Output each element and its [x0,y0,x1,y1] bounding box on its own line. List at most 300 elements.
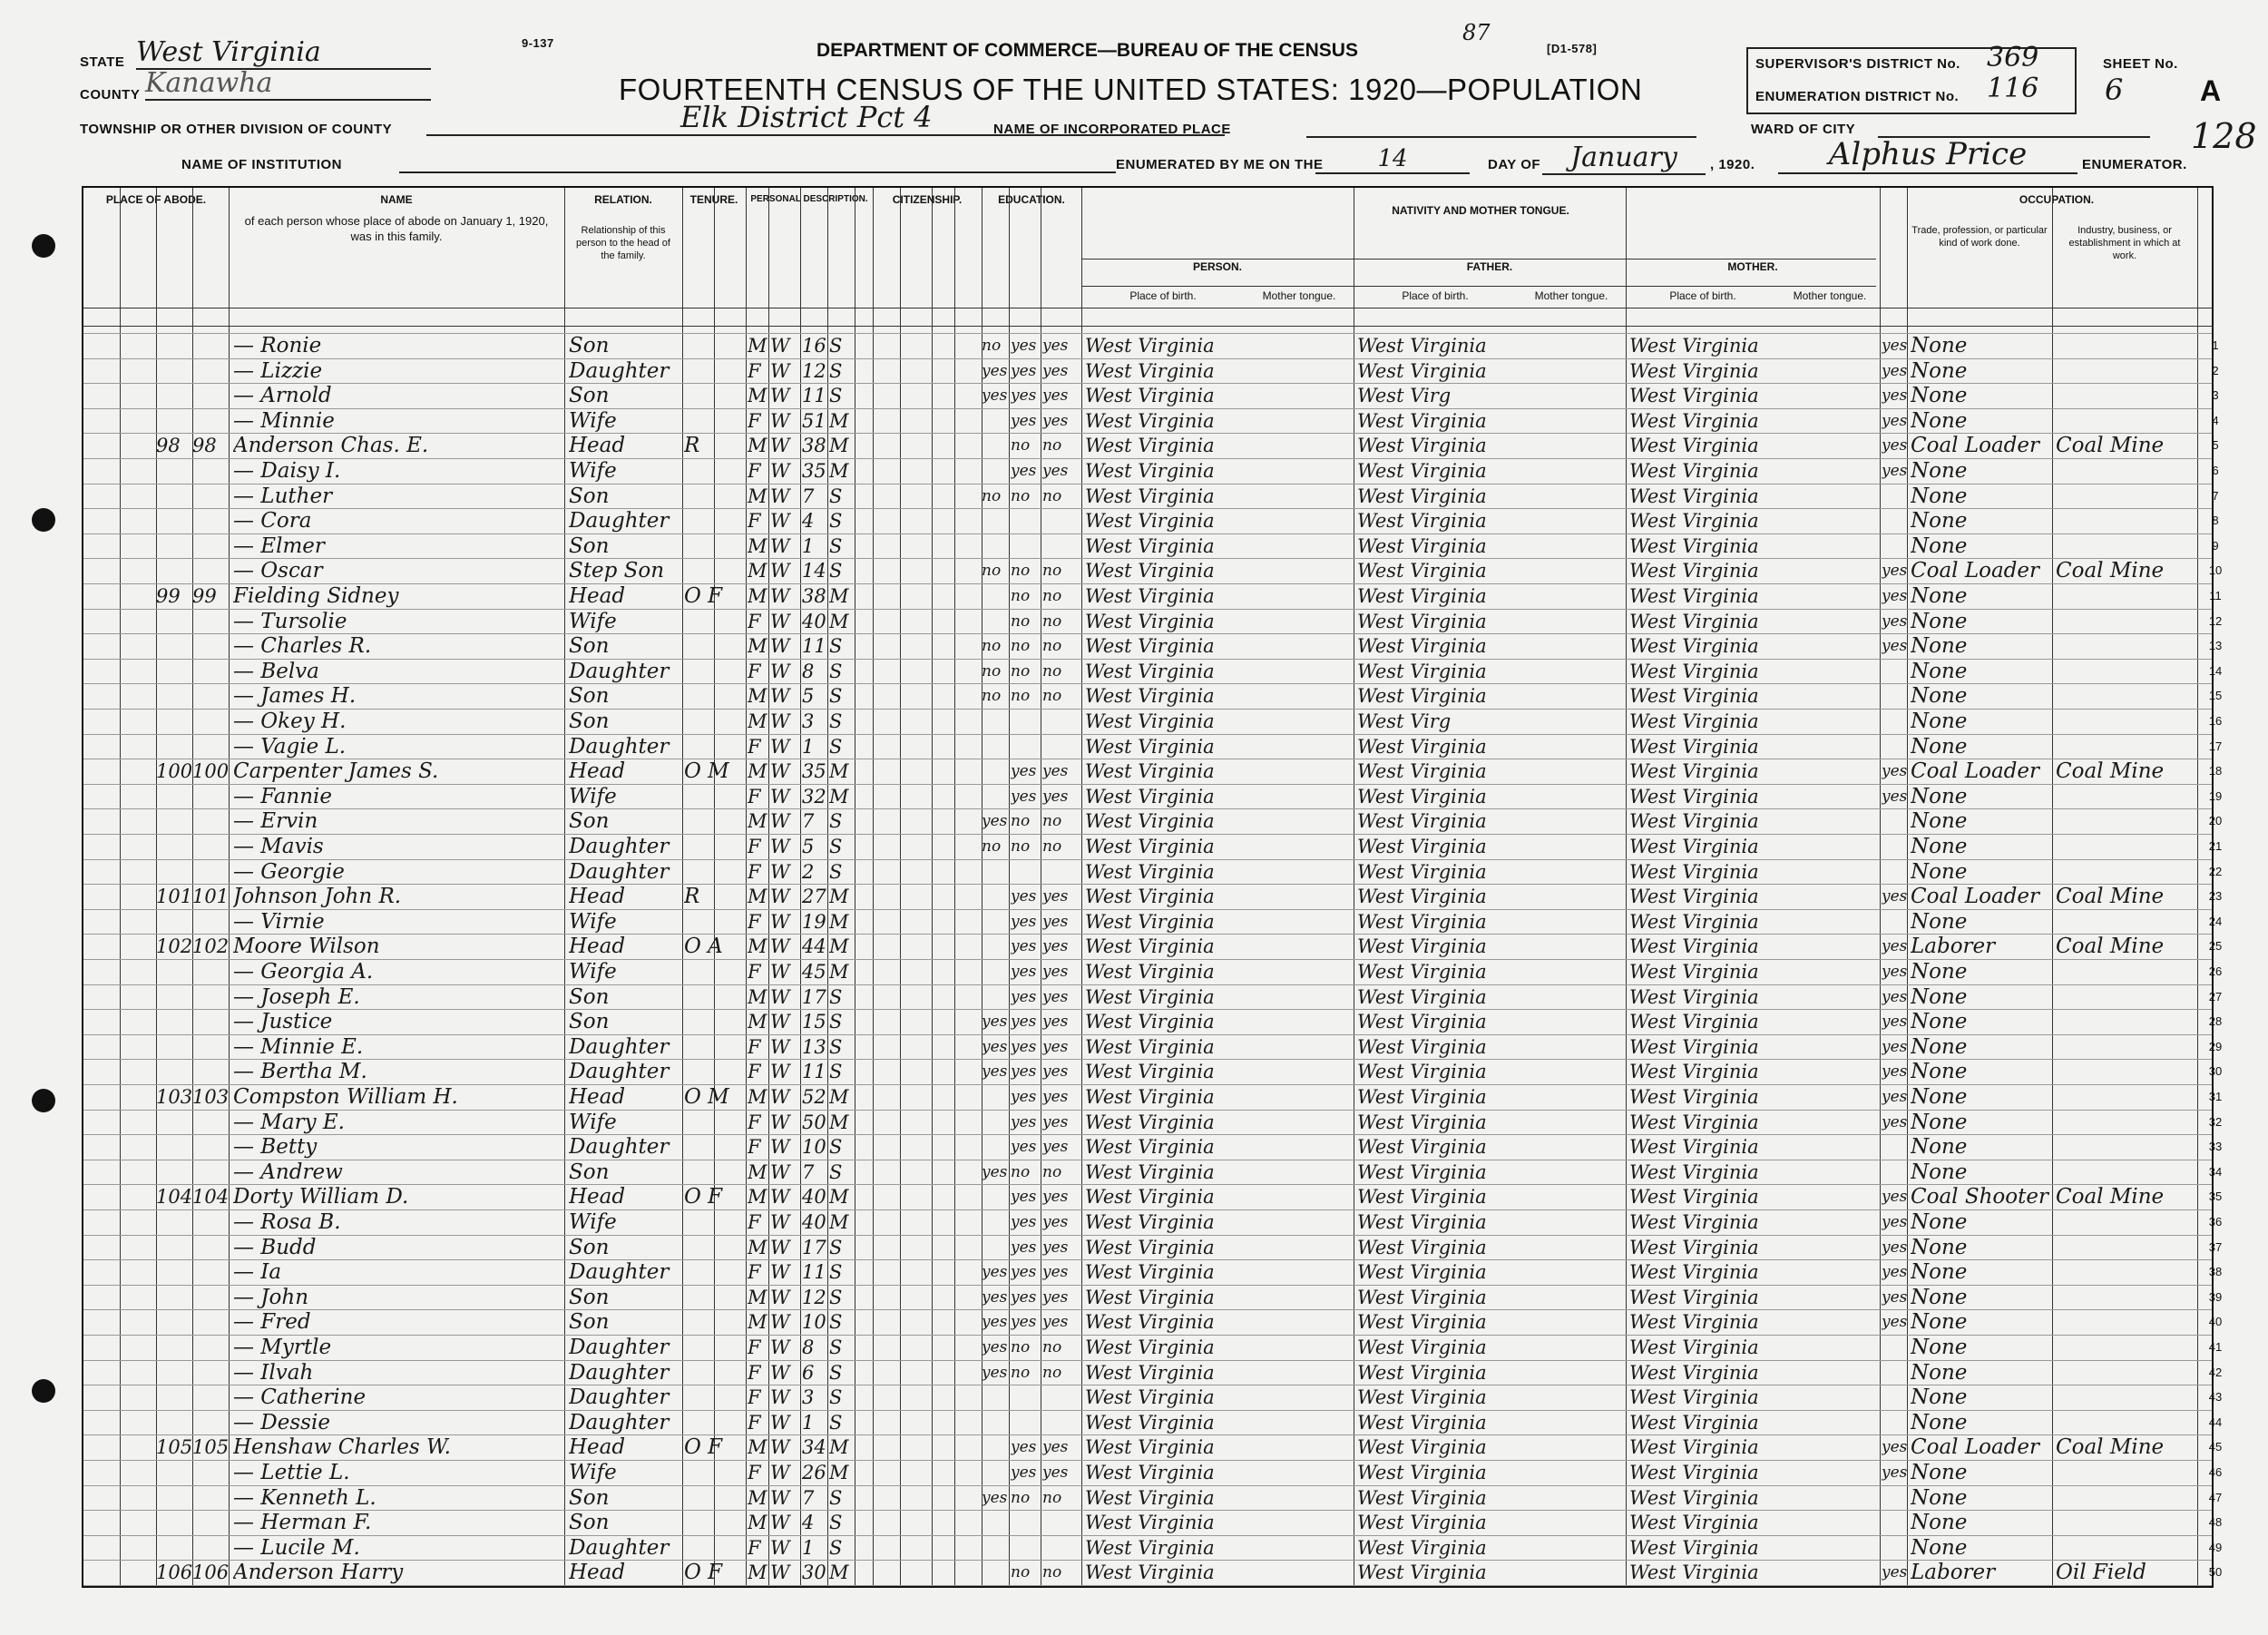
cell-dw: 100 [156,760,192,783]
cell-rel: Son [569,334,610,357]
cell-ms: M [829,760,849,783]
col-header-name: NAME [380,193,413,206]
cell-rel: Head [569,434,626,458]
cell-name: — Bertha M. [233,1060,367,1084]
col-header-citizenship: CITIZENSHIP. [892,193,963,206]
cell-sch: yes [982,812,1008,831]
cell-fpob: West Virginia [1357,1311,1487,1334]
cell-ms: M [829,1562,849,1584]
department-heading: DEPARTMENT OF COMMERCE—BUREAU OF THE CENSUS [816,40,1358,61]
cell-fpob: West Virginia [1357,910,1487,933]
cell-occ: None [1911,734,1968,759]
cell-age: 40 [802,610,826,632]
cell-ms: S [829,985,843,1008]
cell-rd: yes [1011,1188,1037,1207]
punch-hole [32,508,55,532]
cell-mpob: West Virginia [1629,1512,1759,1534]
cell-occ: None [1911,1360,1968,1385]
cell-name: — Cora [233,509,312,534]
line-number: 5 [2212,438,2219,453]
cell-ms: S [829,335,843,357]
cell-age: 45 [802,961,826,983]
cell-fpob: West Virginia [1357,935,1487,958]
cell-fpob: West Virginia [1357,1486,1487,1509]
cell-race: W [770,1562,790,1584]
cell-mpob: West Virginia [1629,585,1759,607]
cell-sex: M [748,985,767,1008]
line-number: 18 [2208,764,2223,778]
grid-column-line [1907,188,1908,1586]
enumerator-label: ENUMERATOR. [2082,157,2187,172]
cell-occ: None [1911,509,1968,534]
cell-name: — John [233,1285,309,1309]
cell-mpob: West Virginia [1629,810,1759,833]
cell-occ: Coal Loader [1911,759,2039,784]
cell-dw: 99 [156,585,181,607]
cell-ms: S [829,560,843,583]
cell-rd: yes [1011,963,1037,981]
cell-age: 8 [802,660,815,682]
cell-ms: M [829,1086,849,1108]
cell-rel: Head [569,759,626,784]
cell-race: W [770,385,790,407]
cell-pob: West Virginia [1085,1536,1215,1559]
col-header-abode: PLACE OF ABODE. [105,193,207,206]
cell-age: 17 [802,985,826,1008]
cell-ms: S [829,1035,843,1058]
cell-rd: yes [1011,1013,1037,1032]
cell-race: W [770,1512,790,1534]
cell-pob: West Virginia [1085,886,1215,908]
cell-pob: West Virginia [1085,735,1215,758]
cell-ms: S [829,1160,843,1183]
cell-age: 12 [802,359,826,382]
cell-occ: None [1911,334,1968,357]
cell-age: 17 [802,1236,826,1258]
cell-ms: S [829,1512,843,1534]
cell-fpob: West Virginia [1357,560,1487,583]
cell-mpob: West Virginia [1629,1436,1759,1459]
cell-race: W [770,1486,790,1509]
cell-fam: 101 [192,886,229,908]
cell-fpob: West Virg [1357,710,1452,732]
cell-sex: M [748,435,767,457]
line-number: 22 [2208,864,2223,878]
grid-column-line [564,188,565,1586]
cell-pob: West Virginia [1085,1111,1215,1133]
cell-wr: yes [1042,963,1069,981]
cell-rd: yes [1011,937,1037,956]
cell-rel: Son [569,1485,610,1510]
cell-sex: F [748,1386,761,1409]
cell-occ: None [1911,1034,1968,1059]
cell-wr: no [1042,436,1062,455]
cell-wr: yes [1042,1088,1069,1106]
cell-wr: yes [1042,387,1069,406]
cell-rel: Step Son [569,559,665,583]
punch-hole [32,1379,55,1403]
cell-rel: Wife [569,784,617,808]
cell-eng: yes [1882,1438,1907,1457]
cell-wr: yes [1042,1238,1069,1257]
line-number: 44 [2208,1415,2223,1429]
cell-sex: F [748,1536,761,1559]
cell-mpob: West Virginia [1629,935,1759,958]
cell-sex: F [748,1136,761,1159]
cell-ms: S [829,685,843,708]
cell-sex: M [748,335,767,357]
cell-rd: yes [1011,912,1037,931]
cell-race: W [770,935,790,958]
cell-wr: yes [1042,462,1069,480]
cell-race: W [770,961,790,983]
cell-pob: West Virginia [1085,485,1215,507]
cell-rd: yes [1011,1464,1037,1482]
cell-eng: yes [1882,1112,1907,1131]
line-number: 19 [2208,788,2223,803]
line-number: 45 [2208,1440,2223,1454]
county-value: Kanawha [145,67,431,101]
line-number: 27 [2208,989,2223,1004]
cell-ms: S [829,1136,843,1159]
cell-fpob: West Virginia [1357,585,1487,607]
cell-fpob: West Virginia [1357,735,1487,758]
line-number: 14 [2208,663,2223,678]
cell-occ: None [1911,1485,1968,1510]
cell-pob: West Virginia [1085,910,1215,933]
cell-pob: West Virginia [1085,1186,1215,1209]
cell-pob: West Virginia [1085,710,1215,732]
cell-eng: yes [1882,1188,1907,1207]
cell-sch: no [982,486,1002,505]
cell-occ: Laborer [1911,935,1996,959]
cell-fpob: West Virginia [1357,1261,1487,1284]
cell-name: — Lucile M. [233,1535,360,1560]
col-header-father-pob: Place of birth. [1402,289,1469,302]
col-header-pob: Place of birth. [1129,289,1197,302]
cell-ms: S [829,1386,843,1409]
cell-age: 30 [802,1562,826,1584]
cell-wr: no [1042,812,1062,831]
cell-race: W [770,1386,790,1409]
cell-mpob: West Virginia [1629,1086,1759,1108]
cell-occ: None [1911,1085,1968,1109]
cell-name: — Belva [233,659,319,683]
cell-eng: yes [1882,411,1907,430]
cell-sch: yes [982,1313,1008,1332]
cell-fpob: West Virginia [1357,635,1487,658]
line-number: 26 [2208,964,2223,978]
cell-occ: None [1911,384,1968,408]
cell-rd: no [1011,612,1031,631]
cell-sex: M [748,534,767,557]
form-number: 9-137 [522,36,554,50]
cell-wr: no [1042,1162,1062,1181]
cell-rd: no [1011,587,1031,605]
cell-sex: M [748,760,767,783]
cell-wr: yes [1042,1037,1069,1056]
cell-wr: no [1042,837,1062,856]
cell-rel: Head [569,1561,626,1585]
cell-race: W [770,409,790,432]
cell-ms: S [829,1236,843,1258]
cell-rd: yes [1011,1287,1037,1307]
line-number: 10 [2208,563,2223,578]
cell-ms: S [829,1286,843,1308]
cell-ms: M [829,1211,849,1233]
cell-name: — Fred [233,1310,311,1335]
cell-sex: F [748,1035,761,1058]
cell-rel: Head [569,885,626,909]
cell-pob: West Virginia [1085,610,1215,632]
cell-eng: yes [1882,387,1907,406]
ward-label: WARD OF CITY [1751,122,1856,137]
cell-fpob: West Virginia [1357,1011,1487,1033]
cell-wr: no [1042,486,1062,505]
cell-rel: Son [569,710,610,733]
cell-occ: None [1911,609,1968,633]
cell-fpob: West Virginia [1357,510,1487,533]
cell-rd: yes [1011,411,1037,430]
cell-mpob: West Virginia [1629,460,1759,482]
cell-rd: yes [1011,1037,1037,1056]
cell-race: W [770,1186,790,1209]
cell-name: — Ilvah [233,1360,314,1385]
cell-ms: M [829,585,849,607]
line-number: 2 [2212,363,2219,377]
cell-eng: yes [1882,562,1907,581]
cell-sex: F [748,1261,761,1284]
cell-name: — Ervin [233,809,318,834]
cell-pob: West Virginia [1085,435,1215,457]
cell-race: W [770,1236,790,1258]
cell-sch: yes [982,1363,1008,1382]
line-number: 49 [2208,1540,2223,1554]
cell-name: — Tursolie [233,609,347,633]
cell-race: W [770,685,790,708]
cell-rel: Son [569,634,610,659]
cell-pob: West Virginia [1085,1160,1215,1183]
cell-sex: M [748,886,767,908]
cell-ind: Oil Field [2056,1561,2146,1585]
cell-age: 3 [802,1386,815,1409]
cell-name: — Myrtle [233,1336,332,1359]
cell-race: W [770,735,790,758]
cell-race: W [770,560,790,583]
cell-sch: no [982,687,1002,706]
cell-occ: None [1911,1285,1968,1309]
grid-column-line [900,188,901,1586]
cell-sch: yes [982,1488,1008,1507]
cell-wr: yes [1042,987,1069,1006]
cell-wr: yes [1042,762,1069,781]
line-number: 17 [2208,739,2223,753]
cell-race: W [770,610,790,632]
grid-column-line [1009,188,1010,1586]
cell-mpob: West Virginia [1629,1361,1759,1384]
cell-ten: O F [684,1185,723,1209]
cell-ten: O F [684,584,723,608]
cell-age: 10 [802,1136,826,1159]
cell-age: 50 [802,1111,826,1133]
cell-occ: None [1911,984,1968,1009]
cell-sex: F [748,836,761,857]
cell-occ: Coal Loader [1911,559,2039,583]
cell-eng: yes [1882,963,1907,981]
cell-race: W [770,985,790,1008]
cell-occ: None [1911,1160,1968,1184]
cell-rel: Wife [569,408,617,433]
cell-sex: M [748,810,767,833]
col-header-occupation: OCCUPATION. [2019,193,2095,206]
cell-rel: Head [569,1435,626,1460]
line-number: 34 [2208,1164,2223,1179]
cell-eng: yes [1882,361,1907,380]
cell-fpob: West Virginia [1357,1286,1487,1308]
cell-age: 11 [802,1261,826,1284]
cell-rd: yes [1011,1138,1037,1157]
cell-age: 11 [802,635,826,658]
cell-rel: Wife [569,609,617,633]
cell-ms: M [829,935,849,958]
cell-mpob: West Virginia [1629,1286,1759,1308]
cell-eng: yes [1882,587,1907,605]
cell-mpob: West Virginia [1629,785,1759,808]
cell-fpob: West Virginia [1357,1512,1487,1534]
cell-ms: M [829,886,849,908]
cell-mpob: West Virginia [1629,1111,1759,1133]
cell-occ: None [1911,1461,1968,1484]
cell-eng: yes [1882,1013,1907,1032]
cell-name: — Arnold [233,384,332,408]
cell-ms: M [829,1186,849,1209]
cell-race: W [770,510,790,533]
cell-mpob: West Virginia [1629,860,1759,883]
grid-header-line [1081,286,1876,287]
cell-rd: yes [1011,1112,1037,1131]
cell-race: W [770,460,790,482]
cell-rd: yes [1011,462,1037,480]
cell-wr: no [1042,1563,1062,1582]
cell-occ: None [1911,659,1968,683]
cell-fpob: West Virginia [1357,460,1487,482]
sheet-label: SHEET No. [2103,56,2178,72]
line-number: 39 [2208,1289,2223,1304]
cell-rd: no [1011,1363,1031,1382]
cell-rd: yes [1011,1313,1037,1332]
cell-mpob: West Virginia [1629,1486,1759,1509]
line-number: 16 [2208,714,2223,728]
cell-rel: Wife [569,960,617,984]
cell-name: — Elmer [233,534,325,558]
cell-ms: S [829,1061,843,1083]
cell-rel: Wife [569,1210,617,1234]
enumerator-name: Alphus Price [1778,136,2077,174]
cell-wr: yes [1042,1287,1069,1307]
cell-sch: no [982,637,1002,656]
cell-rd: no [1011,687,1031,706]
cell-mpob: West Virginia [1629,1236,1759,1258]
cell-age: 7 [802,485,815,507]
col-header-relation: RELATION. [594,193,652,206]
cell-fpob: West Virginia [1357,1386,1487,1409]
col-header-mother: MOTHER. [1727,260,1778,273]
cell-rel: Daughter [569,1535,670,1560]
col-header-tongue: Mother tongue. [1262,289,1336,302]
cell-sex: F [748,735,761,758]
cell-age: 40 [802,1211,826,1233]
cell-eng: yes [1882,1037,1907,1056]
cell-sex: M [748,1562,767,1584]
township-label: TOWNSHIP OR OTHER DIVISION OF COUNTY [80,122,393,137]
cell-wr: no [1042,687,1062,706]
cell-rel: Daughter [569,659,670,683]
cell-ms: M [829,610,849,632]
cell-rd: yes [1011,1438,1037,1457]
cell-ind: Coal Mine [2056,935,2165,959]
col-header-industry: Industry, business, or establishment in which at work. [2068,225,2181,261]
cell-wr: yes [1042,1013,1069,1032]
cell-pob: West Virginia [1085,1411,1215,1434]
cell-occ: None [1911,1110,1968,1134]
cell-ms: M [829,1462,849,1483]
grid-column-line [1081,188,1082,1586]
cell-name: Henshaw Charles W. [233,1435,451,1460]
cell-occ: None [1911,784,1968,808]
cell-pob: West Virginia [1085,1386,1215,1409]
cell-fpob: West Virginia [1357,409,1487,432]
cell-occ: None [1911,684,1968,709]
cell-fpob: West Virg [1357,385,1452,407]
state-value: West Virginia [136,36,431,70]
cell-fam: 102 [192,935,229,958]
col-header-person: PERSON. [1192,260,1242,273]
cell-age: 26 [802,1462,826,1483]
line-number: 28 [2208,1014,2223,1029]
punch-hole [32,234,55,258]
cell-rd: yes [1011,387,1037,406]
cell-ind: Coal Mine [2056,759,2165,784]
line-number: 8 [2212,514,2219,528]
cell-mpob: West Virginia [1629,1336,1759,1358]
form-code: [D1-578] [1547,42,1598,55]
cell-name: Moore Wilson [233,935,380,959]
cell-race: W [770,1336,790,1358]
cell-mpob: West Virginia [1629,435,1759,457]
col-header-nativity: NATIVITY AND MOTHER TONGUE. [1392,204,1569,217]
line-number: 43 [2208,1390,2223,1405]
enumerated-month: January [1542,142,1706,175]
cell-pob: West Virginia [1085,560,1215,583]
cell-wr: no [1042,661,1062,680]
cell-dw: 102 [156,935,192,958]
cell-sex: F [748,961,761,983]
cell-pob: West Virginia [1085,1311,1215,1334]
cell-eng: yes [1882,1062,1907,1082]
cell-fam: 105 [192,1436,229,1459]
cell-pob: West Virginia [1085,585,1215,607]
sheet-value: 6 [2105,73,2124,107]
cell-rel: Daughter [569,1060,670,1084]
cell-mpob: West Virginia [1629,961,1759,983]
cell-mpob: West Virginia [1629,1211,1759,1233]
cell-ms: S [829,359,843,382]
cell-rel: Son [569,809,610,834]
cell-sch: no [982,837,1002,856]
cell-fpob: West Virginia [1357,1336,1487,1358]
cell-occ: Coal Loader [1911,434,2039,458]
cell-ten: R [684,885,700,909]
